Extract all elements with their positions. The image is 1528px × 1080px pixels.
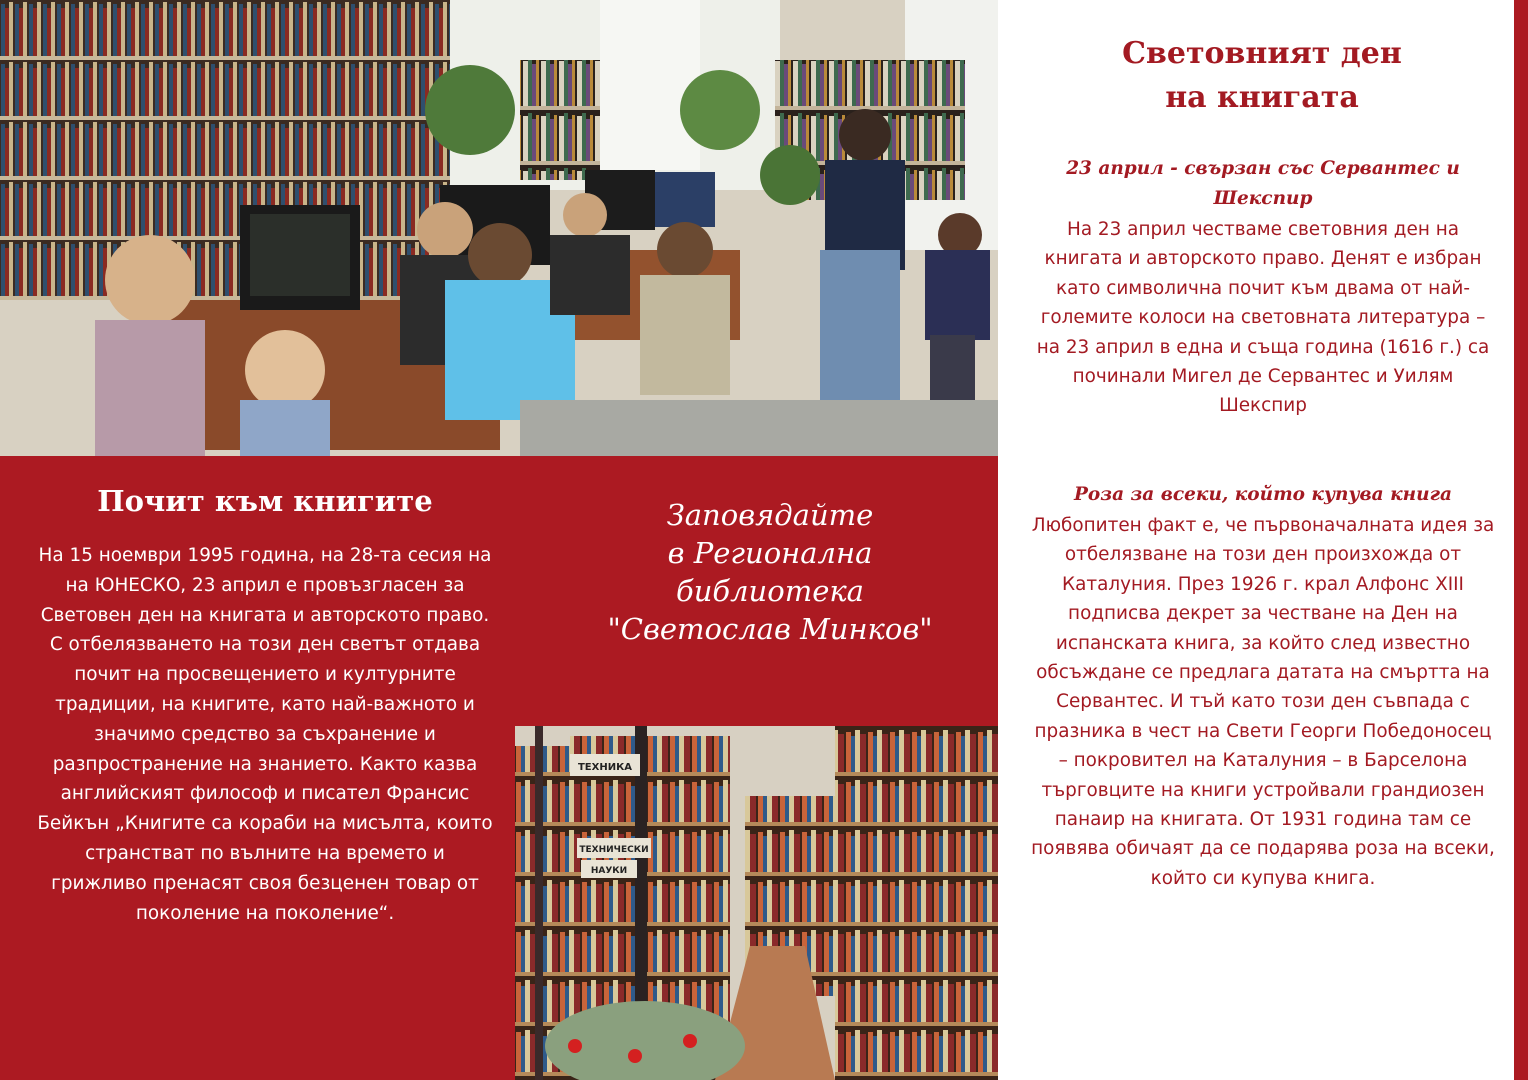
- right-edge-stripe: [1514, 0, 1528, 1080]
- sign-nauki: НАУКИ: [590, 866, 628, 876]
- welcome-line-1: Заповядайте: [666, 498, 874, 532]
- library-computer-room-photo: [0, 0, 998, 456]
- main-title: [1020, 32, 1504, 120]
- main-title-line-2: на книгата: [1165, 80, 1359, 115]
- left-body-text: На 15 ноември 1995 година, на 28-та сесия на на ЮНЕСКО, 23 април е провъзгласен за Световен ден на книгата и авторското право. С отбелязването на този ден светът отдава почит на просвещението и културните традиции, на книгите, като най-важното и значимо средство за съхранение и разпространение на знанието. Както казва английският философ и писател Франсис Бейкън „Книгите са кораби на мисълта, които странстват по вълните на времето и грижливо пренасят своя безценен товар от поколение на поколение“.: [37, 545, 493, 924]
- section2-heading: Роза за всеки, който купува книга: [1074, 484, 1452, 505]
- main-title-line-1: Световният ден: [1122, 36, 1402, 71]
- section1-heading: 23 април - свързан със Сервантес и Шекспир: [1066, 158, 1460, 209]
- sign-tehnicheski: ТЕХНИЧЕСКИ: [579, 845, 649, 855]
- welcome-line-4: "Светослав Минков": [607, 612, 933, 646]
- section1-body: На 23 април честваме световния ден на книгата и авторското право. Денят е избран като символична почит към двама от най-големите колоси на световната литература – на 23 април в една и съща година (1616 г.) са починали Мигел де Сервантес и Уилям Шекспир: [1036, 219, 1490, 417]
- section2-body: Любопитен факт е, че първоначалната идея за отбелязване на този ден произхожда от Каталуния. През 1926 г. крал Алфонс XIII подписва декрет за честване на Ден на испанската книга, за който след известно обсъждане се предлага датата на смъртта на Сервантес. И тъй като този ден съвпада с празника в чест на Свети Георги Победоносец – покровител на Каталуния – в Барселона търговците на книги устройвали грандиозен панаир на книгата. От 1931 година там се появява обичаят да се подарява роза на всеки, който си купува книга.: [1031, 515, 1495, 889]
- left-title: Почит към книгите: [97, 484, 433, 518]
- library-bookshelves-photo: [515, 726, 998, 1080]
- welcome-line-3: библиотека: [676, 574, 864, 608]
- welcome-message: [570, 496, 970, 648]
- sign-tehnika: ТЕХНИКА: [577, 762, 633, 773]
- welcome-line-2: в Регионална: [667, 536, 873, 570]
